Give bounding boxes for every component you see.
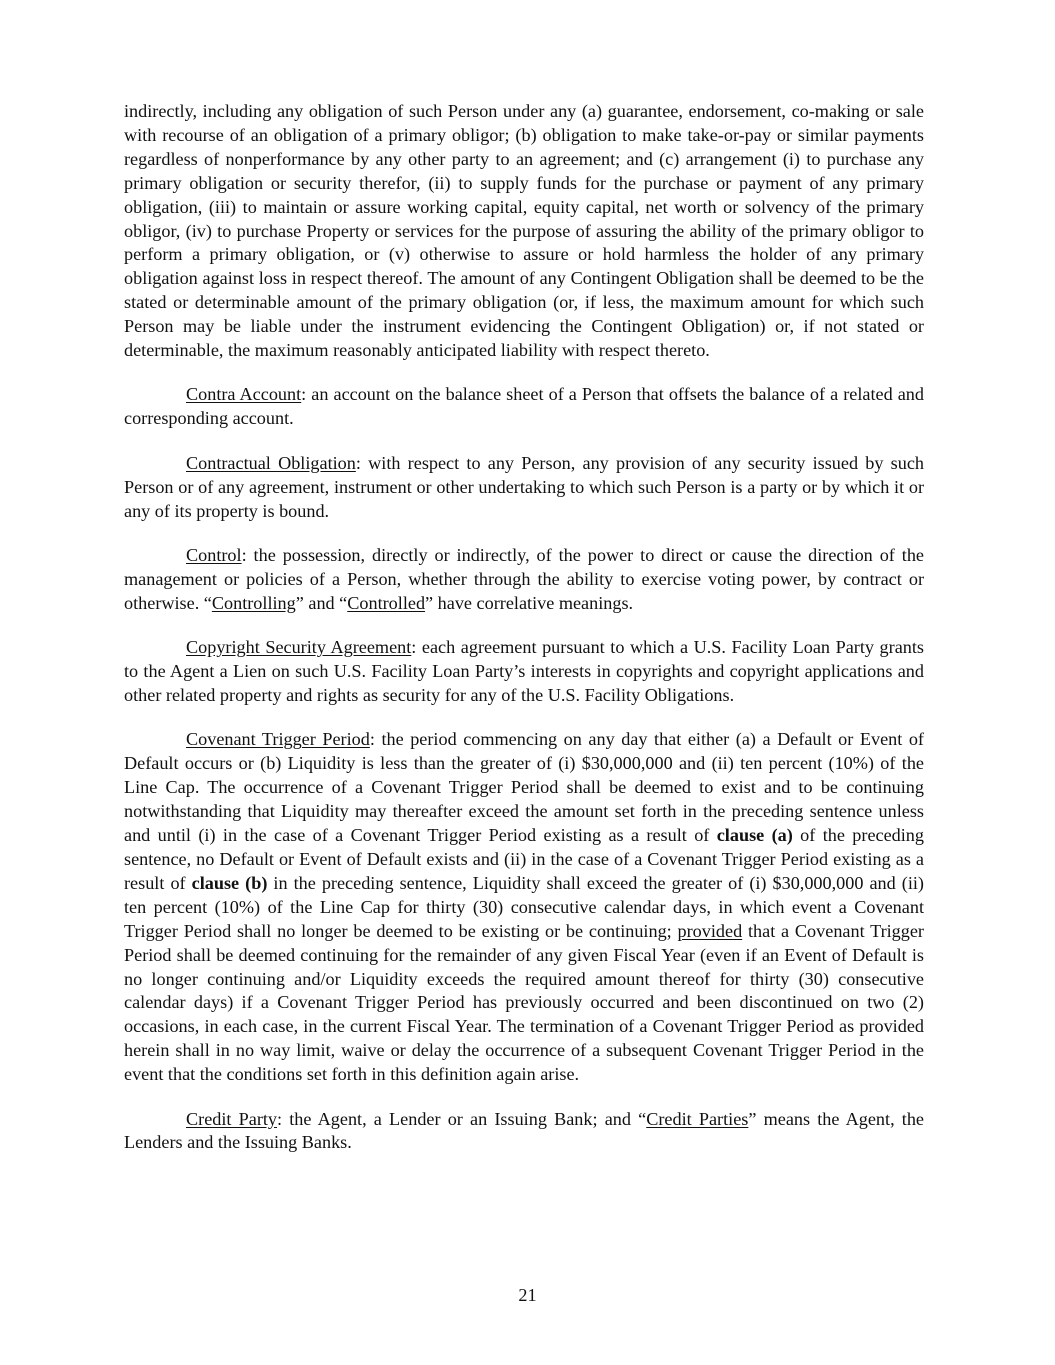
definition-control: [124, 544, 924, 616]
defined-term-credit-parties: Credit Parties: [646, 1108, 749, 1129]
definition-text: : an account on the balance sheet of a Person that offsets the balance of a related and corresponding account.: [124, 384, 924, 429]
clause-b-reference: clause (b): [191, 872, 268, 893]
defined-term: Credit Party: [186, 1108, 278, 1129]
definition-contra-account: [124, 383, 924, 431]
definition-contractual-obligation: [124, 452, 924, 524]
definition-copyright-security-agreement: [124, 636, 924, 708]
definition-text: : the period commencing on any day that either (a) a Default or Event of Default occurs or (b) Liquidity is less than the greater of (i) $30,000,000 and (ii) ten percent (10%) of the Line Cap. The occurrence of a Covenant Trigger Period shall be deemed to exist and to be continuing notwithstanding that Liquidity may thereafter exceed the amount set forth in the preceding sentence unless and until (i) in the case of a Covenant Trigger Period existing as a result of: [124, 729, 924, 846]
definition-text: that a Covenant Trigger Period shall be deemed continuing for the remainder of any given Fiscal Year (even if an Event of Default is no longer continuing and/or Liquidity exceeds the required amount thereof for thirty (30) consecutive calendar days) if a Covenant Trigger Period has previously occurred and been discontinued on two (2) occasions, in each case, in the current Fiscal Year. The termination of a Covenant Trigger Period as provided herein shall in no way limit, waive or delay the occurrence of a subsequent Covenant Trigger Period in the event that the conditions set forth in this definition again arise.: [124, 920, 924, 1085]
definition-text: ” have correlative meanings.: [425, 592, 634, 613]
definition-credit-party: [124, 1108, 924, 1156]
definition-text: : each agreement pursuant to which a U.S. Facility Loan Party grants to the Agent a Lien on such U.S. Facility Loan Party’s interests in copyrights and copyright applications and other related property and rights as security for any of the U.S. Facility Obligations.: [124, 637, 924, 706]
defined-term: Copyright Security Agreement: [186, 637, 412, 658]
document-page: [124, 100, 924, 1176]
definition-covenant-trigger-period: [124, 728, 924, 1087]
definition-text: : the possession, directly or indirectly, of the power to direct or cause the direction of the management or policies of a Person, whether through the ability to exercise voting power, by contract or otherwise. “: [124, 545, 924, 613]
definition-text: in the preceding sentence, Liquidity shall exceed the greater of (i) $30,000,000 and (ii) ten percent (10%) of the Line Cap for thirty (30) consecutive calendar days, in which event a Covenant Trigger Period shall no longer be deemed to be existing or be continuing;: [124, 872, 924, 941]
defined-term-controlling: Controlling: [211, 592, 296, 613]
definition-text: of the preceding sentence, no Default or Event of Default exists and (ii) in the case of a Covenant Trigger Period existing as a result of: [124, 825, 924, 893]
definition-text: : the Agent, a Lender or an Issuing Bank; and “: [277, 1108, 647, 1129]
defined-term: Control: [186, 545, 242, 565]
page-number: 21: [518, 1285, 537, 1305]
defined-term: Contractual Obligation: [186, 452, 356, 473]
defined-term: Covenant Trigger Period: [186, 729, 370, 750]
provided-proviso: provided: [677, 920, 743, 941]
clause-a-reference: clause (a): [716, 825, 793, 846]
defined-term-controlled: Controlled: [347, 592, 426, 613]
definition-text: ” means the Agent, the Lenders and the Issuing Banks.: [124, 1108, 925, 1153]
definition-text: ” and “: [295, 592, 348, 613]
definition-text: : with respect to any Person, any provision of any security issued by such Person or of any agreement, instrument or other undertaking to which such Person is a party or by which it or any of its property is bound.: [124, 452, 924, 521]
contingent-obligation-continuation: indirectly, including any obligation of such Person under any (a) guarantee, endorsement, co-making or sale with recourse of an obligation of a primary obligor; (b) obligation to make take-or-pay or similar payments regardless of nonperformance by any other party to an agreement; and (c) arrangement (i) to purchase any primary obligation or security therefor, (ii) to supply funds for the purchase or payment of any primary obligation, (iii) to maintain or assure working capital, equity capital, net worth or solvency of the primary obligor, (iv) to purchase Property or services for the purpose of assuring the ability of the primary obligor to perform a primary obligation, or (v) otherwise to assure or hold harmless the holder of any primary obligation against loss in respect thereof. The amount of any Contingent Obligation shall be deemed to be the stated or determinable amount of the primary obligation (or, if less, the maximum amount for which such Person may be liable under the instrument evidencing the Contingent Obligation) or, if not stated or determinable, the maximum reasonably anticipated liability with respect thereto.: [124, 101, 924, 361]
defined-term: Contra Account: [186, 384, 302, 405]
